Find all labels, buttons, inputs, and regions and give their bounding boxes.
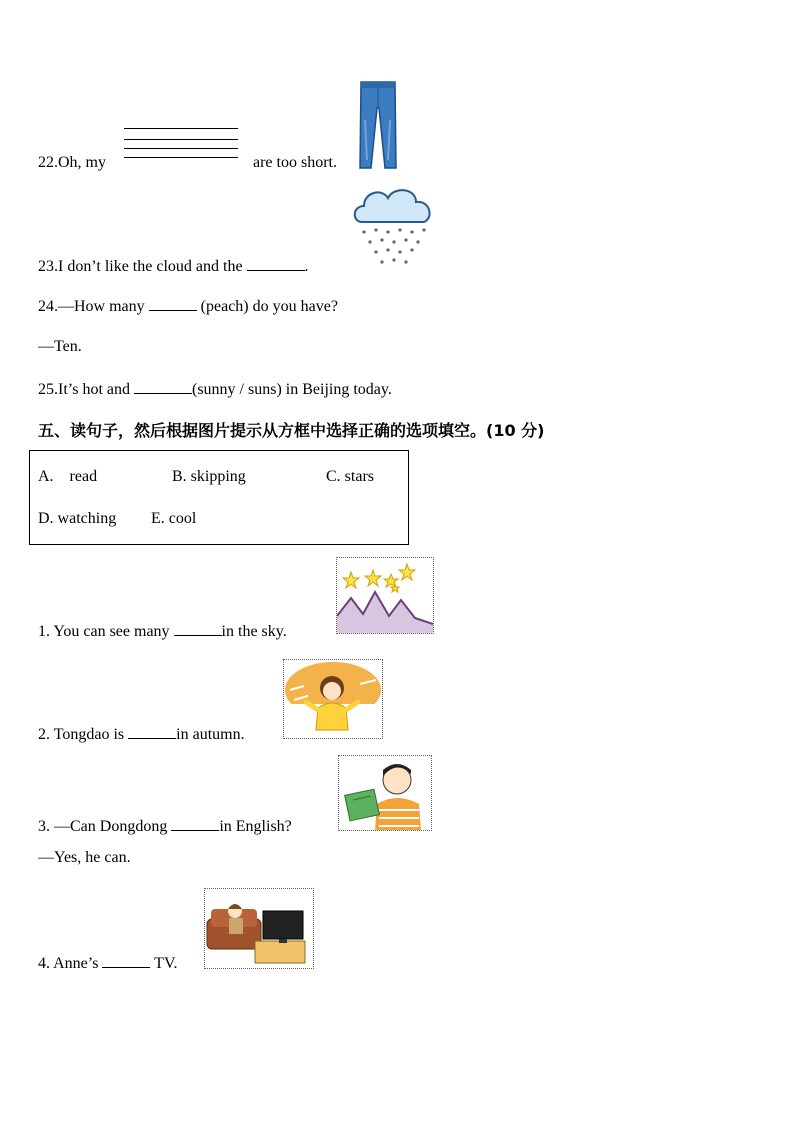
boy-reading-picture — [338, 755, 432, 831]
q22-number: 22. — [38, 154, 58, 171]
q25-text-b: (sunny / suns) in Beijing today. — [192, 381, 392, 398]
q24-text-b: (peach) do you have? — [200, 298, 338, 315]
jeans-icon — [355, 80, 401, 172]
q24-number: 24. — [38, 298, 58, 315]
s5-q1-line — [38, 621, 287, 641]
q25-text-a: It’s hot and — [58, 381, 130, 398]
q23-text: I don’t like the cloud and the — [58, 258, 243, 275]
boy-reading-icon — [339, 756, 431, 830]
q22-text-before: Oh, my — [58, 154, 106, 171]
stars-mountains-picture — [336, 557, 434, 634]
s5-q4-after: TV. — [154, 955, 178, 972]
s5-q3-blank[interactable] — [171, 816, 219, 831]
options-box — [29, 450, 409, 545]
option-c: C. stars — [326, 468, 374, 485]
q24-blank[interactable] — [149, 296, 197, 311]
q25-number: 25. — [38, 381, 58, 398]
girl-autumn-picture — [283, 659, 383, 739]
q24-answer: —Ten. — [38, 338, 82, 355]
option-b: B. skipping — [172, 468, 246, 485]
s5-q3-answer: —Yes, he can. — [38, 849, 131, 866]
s5-q4-blank[interactable] — [102, 953, 150, 968]
s5-q3-after: in English? — [219, 818, 292, 835]
s5-q2-line — [38, 724, 245, 744]
watching-tv-picture — [204, 888, 314, 969]
q23-line — [38, 256, 309, 276]
q22-line — [38, 154, 106, 172]
q25-line — [38, 379, 392, 399]
q22-text-after: are too short. — [253, 154, 337, 171]
q25-blank[interactable] — [134, 379, 192, 394]
s5-q2-after: in autumn. — [176, 726, 245, 743]
q22-writing-lines[interactable] — [124, 128, 238, 168]
s5-q3-line — [38, 816, 292, 836]
watching-tv-icon — [205, 889, 313, 968]
s5-q4-line — [38, 953, 177, 973]
girl-autumn-icon — [284, 660, 382, 738]
s5-q4-before: 4. Anne’s — [38, 955, 99, 972]
q23-blank[interactable] — [247, 256, 305, 271]
q23-number: 23. — [38, 258, 58, 275]
s5-q3-before: 3. —Can Dongdong — [38, 818, 168, 835]
section5-heading: 五、读句子，然后根据图片提示从方框中选择正确的选项填空。(10 分) — [38, 421, 545, 440]
s5-q1-before: 1. You can see many — [38, 623, 170, 640]
s5-q1-blank[interactable] — [174, 621, 222, 636]
q24-text-a: How many — [74, 298, 145, 315]
option-d: D. watching — [38, 510, 117, 527]
stars-mountains-icon — [337, 558, 433, 633]
option-a: A. read — [38, 468, 98, 485]
rain-cloud-icon — [350, 184, 436, 268]
s5-q2-before: 2. Tongdao is — [38, 726, 125, 743]
q24-dash: — — [58, 298, 74, 315]
s5-q2-blank[interactable] — [128, 724, 176, 739]
q24-line — [38, 296, 338, 316]
option-e: E. cool — [151, 510, 197, 527]
s5-q1-after: in the sky. — [221, 623, 287, 640]
q23-end: . — [304, 258, 309, 275]
